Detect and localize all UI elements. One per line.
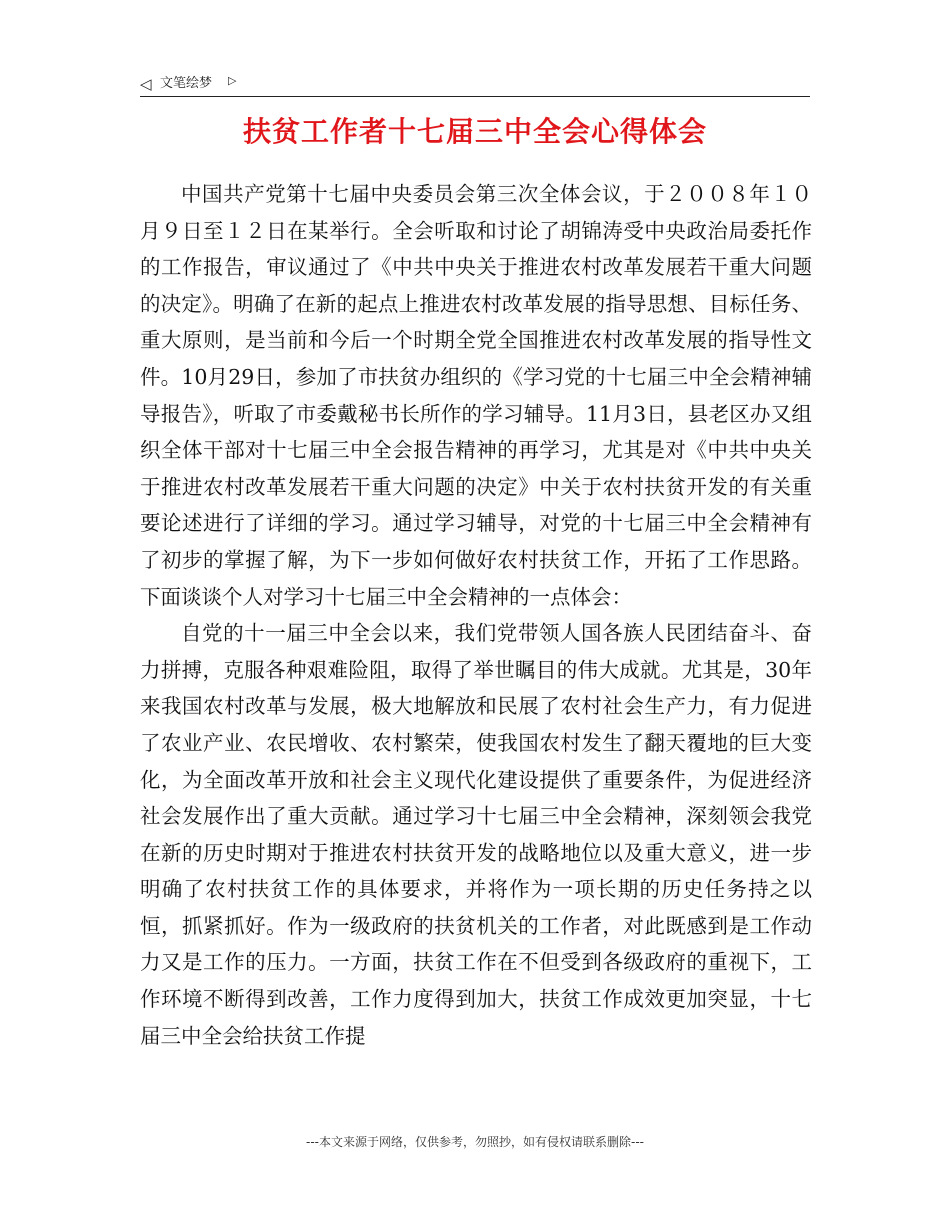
document-title: 扶贫工作者十七届三中全会心得体会 [242,115,707,148]
footer-disclaimer: ---本文来源于网络，仅供参考，勿照抄，如有侵权请联系删除--- [306,1135,644,1149]
header-brand: 文笔绘梦 [160,76,213,91]
page-header [140,72,810,97]
document-body [140,176,812,1054]
triangle-left-icon: ◁ [140,75,152,93]
paragraph-1: 中国共产党第十七届中央委员会第三次全体会议，于２００８年１０月９日至１２日在某举行。全会听取和讨论了胡锦涛受中央政治局委托作的工作报告，审议通过了《中共中央关于推进农村改革发展若干重大问题的决定》。明确了在新的起点上推进农村改革发展的指导思想、目标任务、重大原则，是当前和今后一个时期全党全国推进农村改革发展的指导性文件。10月29日，参加了市扶贫办组织的《学习党的十七届三中全会精神辅导报告》，听取了市委戴秘书长所作的学习辅导。11月3日，县老区办又组织全体干部对十七届三中全会报告精神的再学习，尤其是对《中共中央关于推进农村改革发展若干重大问题的决定》中关于农村扶贫开发的有关重要论述进行了详细的学习。通过学习辅导，对党的十七届三中全会精神有了初步的掌握了解，为下一步如何做好农村扶贫工作，开拓了工作思路。下面谈谈个人对学习十七届三中全会精神的一点体会： [140,182,812,609]
paragraph-2: 自党的十一届三中全会以来，我们党带领人国各族人民团结奋斗、奋力拼搏，克服各种艰难险阻，取得了举世瞩目的伟大成就。尤其是，30年来我国农村改革与发展，极大地解放和民展了农村社会生产力，有力促进了农业产业、农民增收、农村繁荣，使我国农村发生了翻天覆地的巨大变化，为全面改革开放和社会主义现代化建设提供了重要条件，为促进经济社会发展作出了重大贡献。通过学习十七届三中全会精神，深刻领会我党在新的历史时期对于推进农村扶贫开发的战略地位以及重大意义，进一步明确了农村扶贫工作的具体要求，并将作为一项长期的历史任务持之以恒，抓紧抓好。作为一级政府的扶贫机关的工作者，对此既感到是工作动力又是工作的压力。一方面，扶贫工作在不但受到各级政府的重视下，工作环境不断得到改善，工作力度得到加大，扶贫工作成效更加突显，十七届三中全会给扶贫工作提 [140,621,812,1048]
triangle-right-icon: ▷ [228,74,237,87]
